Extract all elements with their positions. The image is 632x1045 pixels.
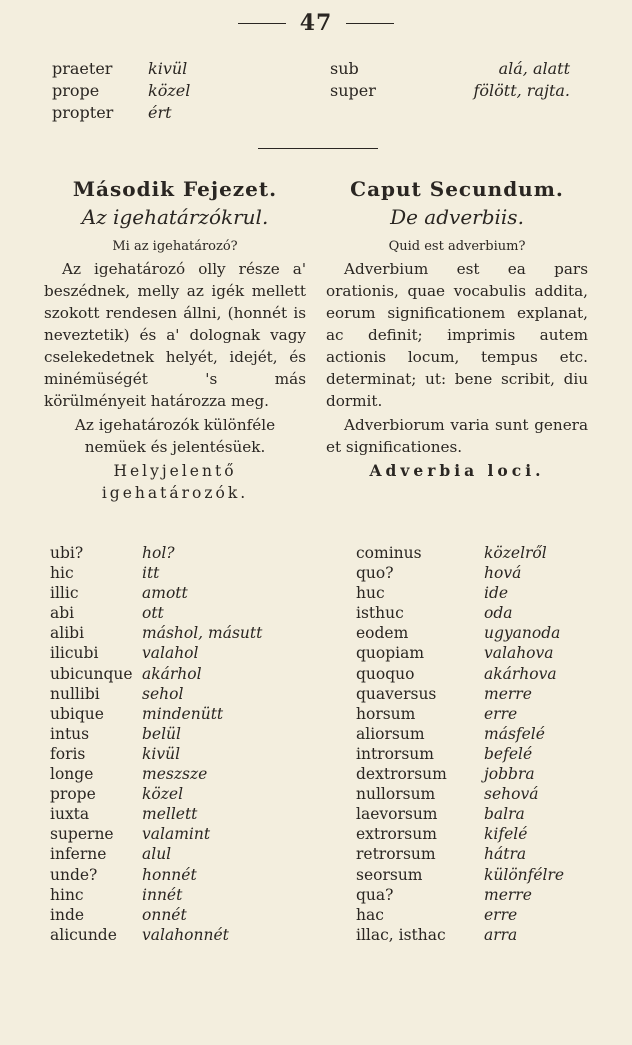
- section-heading-latin: Adverbia loci.: [369, 461, 545, 480]
- hungarian-word: kifelé: [484, 825, 528, 844]
- word-pair-row: [50, 664, 310, 684]
- word-pair-row: [50, 684, 310, 704]
- hungarian-word: itt: [142, 564, 160, 583]
- word-pair-row: [356, 844, 624, 864]
- question-hungarian: Mi az igehatározó?: [112, 239, 238, 254]
- word-pair-row: [330, 80, 570, 102]
- word-pair-row: [50, 623, 310, 643]
- hungarian-word: ért: [148, 103, 172, 122]
- hungarian-word: ugyanoda: [484, 624, 561, 643]
- latin-word: huc: [356, 584, 385, 603]
- latin-word: foris: [50, 744, 86, 763]
- prepositions-right: [330, 58, 570, 102]
- adverb-table-right: [356, 543, 624, 945]
- hungarian-word: balra: [484, 805, 525, 824]
- word-pair-row: [50, 704, 310, 724]
- latin-word: propter: [52, 103, 114, 122]
- latin-word: horsum: [356, 704, 416, 723]
- header-rule-right: [346, 23, 394, 24]
- hungarian-word: valahol: [142, 644, 199, 663]
- word-pair-row: [356, 905, 624, 925]
- types-hungarian: Az igehatározók különféle nemüek és jelentésüek.: [74, 416, 276, 456]
- hungarian-word: sehol: [142, 684, 184, 703]
- latin-word: iuxta: [50, 805, 90, 824]
- section-divider: [258, 148, 378, 149]
- hungarian-word: merre: [484, 684, 532, 703]
- latin-word: sub: [330, 59, 359, 78]
- word-pair-row: [356, 925, 624, 945]
- hungarian-word: arra: [484, 925, 518, 944]
- word-pair-row: [356, 563, 624, 583]
- word-pair-row: [356, 724, 624, 744]
- latin-word: seorsum: [356, 865, 423, 884]
- latin-word: prope: [50, 785, 96, 804]
- latin-word: ubi?: [50, 544, 84, 562]
- hungarian-word: oda: [484, 604, 513, 623]
- hungarian-word: befelé: [484, 744, 533, 763]
- latin-word: inde: [50, 905, 85, 924]
- latin-word: ubicunque: [50, 664, 133, 683]
- latin-word: retrorsum: [356, 845, 436, 864]
- hungarian-word: onnét: [142, 905, 187, 924]
- hungarian-column: [44, 176, 306, 504]
- latin-word: nullorsum: [356, 785, 436, 804]
- hungarian-word: mindenütt: [142, 704, 224, 723]
- hungarian-word: hol?: [142, 544, 175, 562]
- word-pair-row: [50, 804, 310, 824]
- adverb-table-left: [50, 543, 310, 945]
- word-pair-row: [50, 724, 310, 744]
- word-pair-row: [356, 865, 624, 885]
- header-rule-left: [238, 23, 286, 24]
- hungarian-word: másfelé: [484, 724, 545, 743]
- latin-word: super: [330, 81, 376, 100]
- section-heading-hungarian: Helyjelentő igehatározók.: [101, 462, 249, 502]
- word-pair-row: [356, 643, 624, 663]
- word-pair-row: [50, 784, 310, 804]
- latin-word: extrorsum: [356, 825, 437, 844]
- chapter-title-hungarian: Második Fejezet.: [72, 177, 278, 201]
- latin-word: hac: [356, 905, 384, 924]
- word-pair-row: [356, 885, 624, 905]
- chapter-title-latin: Caput Secundum.: [350, 177, 564, 201]
- hungarian-word: valamint: [142, 825, 211, 844]
- chapter-subtitle-hungarian: Az igehatárzókrul.: [81, 205, 269, 229]
- types-latin: Adverbiorum varia sunt genera et significationes.: [326, 416, 588, 456]
- hungarian-word: erre: [484, 905, 518, 924]
- hungarian-word: különfélre: [484, 865, 565, 884]
- hungarian-word: belül: [142, 724, 181, 743]
- latin-word: nullibi: [50, 684, 100, 703]
- hungarian-word: sehová: [484, 785, 539, 804]
- hungarian-word: akárhova: [484, 664, 557, 683]
- word-pair-row: [356, 824, 624, 844]
- latin-word: ubique: [50, 704, 104, 723]
- hungarian-word: ott: [142, 604, 164, 623]
- hungarian-word: alul: [142, 845, 172, 864]
- latin-word: alibi: [50, 624, 85, 643]
- hungarian-word: amott: [142, 584, 188, 603]
- latin-word: illac, isthac: [356, 925, 446, 944]
- word-pair-row: [50, 925, 310, 945]
- hungarian-word: valahova: [484, 644, 554, 663]
- latin-word: quo?: [356, 564, 394, 583]
- word-pair-row: [50, 824, 310, 844]
- word-pair-row: [50, 764, 310, 784]
- latin-word: introrsum: [356, 744, 434, 763]
- latin-word: quaversus: [356, 684, 437, 703]
- word-pair-row: [52, 102, 190, 124]
- latin-word: longe: [50, 765, 94, 784]
- hungarian-word: innét: [142, 885, 183, 904]
- word-pair-row: [50, 744, 310, 764]
- latin-word: unde?: [50, 865, 98, 884]
- word-pair-row: [50, 885, 310, 905]
- hungarian-word: közelről: [484, 544, 547, 562]
- word-pair-row: [50, 643, 310, 663]
- hungarian-word: honnét: [142, 865, 197, 884]
- hungarian-word: meszsze: [142, 765, 208, 784]
- hungarian-word: közel: [148, 81, 191, 100]
- word-pair-row: [356, 764, 624, 784]
- latin-word: ilicubi: [50, 644, 99, 663]
- latin-word: abi: [50, 604, 75, 623]
- latin-word: cominus: [356, 544, 422, 562]
- word-pair-row: [50, 543, 310, 563]
- word-pair-row: [330, 58, 570, 80]
- latin-word: laevorsum: [356, 805, 438, 824]
- latin-column: [326, 176, 588, 482]
- word-pair-row: [356, 784, 624, 804]
- latin-word: alicunde: [50, 925, 117, 944]
- chapter-subtitle-latin: De adverbiis.: [390, 205, 524, 229]
- latin-word: inferne: [50, 845, 107, 864]
- word-pair-row: [356, 664, 624, 684]
- definition-hungarian: Az igehatározó olly része a' beszédnek, melly az igék mellett szokott rendesen állni, (honnét is neveztetik) és a' dolognak vagy cselekedetnek helyét, idejét, és minémüségét 's más körülményeit határozza meg.: [44, 260, 306, 410]
- latin-word: quopiam: [356, 644, 425, 663]
- word-pair-row: [52, 58, 190, 80]
- word-pair-row: [50, 583, 310, 603]
- word-pair-row: [356, 804, 624, 824]
- hungarian-word: mellett: [142, 805, 198, 824]
- hungarian-word: valahonnét: [142, 925, 229, 944]
- hungarian-word: ide: [484, 584, 509, 603]
- word-pair-row: [50, 844, 310, 864]
- latin-word: superne: [50, 825, 114, 844]
- latin-word: isthuc: [356, 604, 404, 623]
- word-pair-row: [356, 704, 624, 724]
- hungarian-word: alá, alatt: [498, 59, 570, 78]
- latin-word: eodem: [356, 624, 409, 643]
- hungarian-word: erre: [484, 704, 518, 723]
- word-pair-row: [356, 603, 624, 623]
- latin-word: dextrorsum: [356, 765, 447, 784]
- hungarian-word: közel: [142, 785, 184, 804]
- hungarian-word: merre: [484, 885, 532, 904]
- hungarian-word: fölött, rajta.: [473, 81, 570, 100]
- hungarian-word: jobbra: [484, 765, 535, 784]
- word-pair-row: [52, 80, 190, 102]
- word-pair-row: [356, 583, 624, 603]
- hungarian-word: akárhol: [142, 664, 202, 683]
- word-pair-row: [356, 543, 624, 563]
- word-pair-row: [356, 623, 624, 643]
- word-pair-row: [50, 563, 310, 583]
- word-pair-row: [356, 684, 624, 704]
- word-pair-row: [50, 865, 310, 885]
- hungarian-word: máshol, másutt: [142, 624, 263, 643]
- hungarian-word: hová: [484, 564, 522, 583]
- hungarian-word: hátra: [484, 845, 527, 864]
- page-header: [0, 8, 632, 38]
- latin-word: praeter: [52, 59, 113, 78]
- page-number: 47: [299, 10, 333, 36]
- hungarian-word: kivül: [148, 59, 188, 78]
- prepositions-left: [52, 58, 190, 124]
- latin-word: illic: [50, 584, 79, 603]
- latin-word: quoquo: [356, 664, 415, 683]
- latin-word: prope: [52, 81, 100, 100]
- hungarian-word: kivül: [142, 744, 181, 763]
- word-pair-row: [50, 603, 310, 623]
- word-pair-row: [356, 744, 624, 764]
- latin-word: qua?: [356, 885, 394, 904]
- definition-latin: Adverbium est ea pars orationis, quae vocabulis addita, eorum significationem explanat, ac definit; imprimis autem actionis locum, tempus etc. determinat; ut: bene scribit, diu dormit.: [326, 260, 588, 410]
- latin-word: aliorsum: [356, 724, 425, 743]
- word-pair-row: [50, 905, 310, 925]
- latin-word: hic: [50, 564, 74, 583]
- question-latin: Quid est adverbium?: [388, 239, 526, 254]
- latin-word: hinc: [50, 885, 84, 904]
- latin-word: intus: [50, 724, 90, 743]
